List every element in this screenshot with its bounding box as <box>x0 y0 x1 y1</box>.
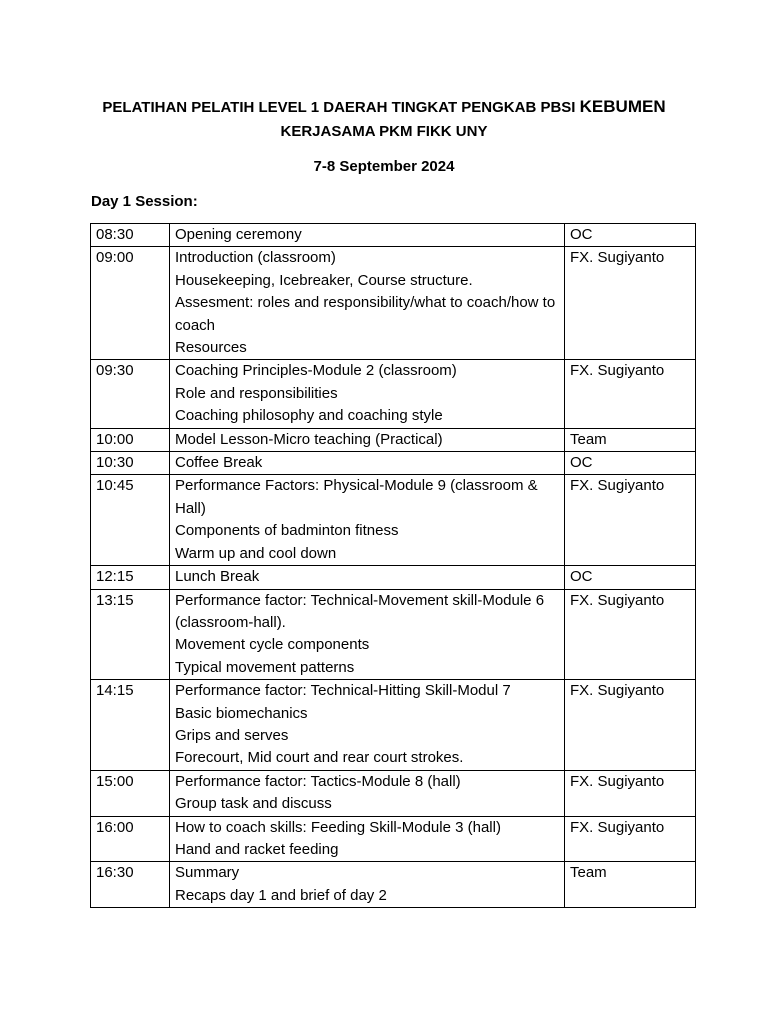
activity-line: Typical movement patterns <box>175 658 355 676</box>
activity-line: Resources <box>175 339 247 357</box>
session-presenter: FX. Sugiyanto <box>565 589 696 680</box>
activity-line: Hand and racket feeding <box>175 840 339 858</box>
document-title-line-1 <box>0 97 768 118</box>
schedule-table <box>90 223 696 908</box>
activity-line: Lunch Break <box>175 568 260 586</box>
activity-line: Movement cycle components <box>175 636 370 654</box>
session-presenter: Team <box>565 862 696 908</box>
session-time: 10:45 <box>91 475 170 566</box>
session-presenter: Team <box>565 428 696 451</box>
document-date: 7-8 September 2024 <box>313 158 455 175</box>
table-row <box>91 428 696 451</box>
table-row <box>91 680 696 771</box>
activity-line: Opening ceremony <box>175 226 302 243</box>
session-presenter: OC <box>565 452 696 475</box>
activity-line: Assesment: roles and responsibility/what to coach/how to coach <box>175 294 556 334</box>
session-activity <box>170 224 565 247</box>
activity-line: Coaching philosophy and coaching style <box>175 407 443 425</box>
activity-line: Warm up and cool down <box>175 544 337 562</box>
session-activity <box>170 680 565 771</box>
session-time: 09:00 <box>91 247 170 360</box>
session-activity <box>170 862 565 908</box>
session-activity <box>170 428 565 451</box>
session-time: 16:30 <box>91 862 170 908</box>
schedule-table-body <box>91 224 696 908</box>
table-row <box>91 566 696 589</box>
session-time: 15:00 <box>91 770 170 816</box>
table-row <box>91 816 696 862</box>
session-presenter: FX. Sugiyanto <box>565 680 696 771</box>
table-row <box>91 475 696 566</box>
activity-line: Recaps day 1 and brief of day 2 <box>175 886 387 904</box>
session-activity <box>170 589 565 680</box>
session-time: 12:15 <box>91 566 170 589</box>
session-presenter: FX. Sugiyanto <box>565 770 696 816</box>
table-row <box>91 247 696 360</box>
table-row <box>91 589 696 680</box>
table-row <box>91 770 696 816</box>
session-time: 14:15 <box>91 680 170 771</box>
activity-line: How to coach skills: Feeding Skill-Module 3 (hall) <box>175 818 501 836</box>
session-activity <box>170 770 565 816</box>
title-main: PELATIHAN PELATIH LEVEL 1 DAERAH TINGKAT PENGKAB PBSI <box>102 99 576 116</box>
session-activity <box>170 360 565 428</box>
activity-line: Grips and serves <box>175 726 289 744</box>
table-row <box>91 224 696 247</box>
session-time: 13:15 <box>91 589 170 680</box>
activity-line: Components of badminton fitness <box>175 522 399 540</box>
activity-line: Performance Factors: Physical-Module 9 (classroom & Hall) <box>175 477 538 517</box>
session-activity <box>170 475 565 566</box>
session-activity <box>170 247 565 360</box>
activity-line: Basic biomechanics <box>175 704 308 722</box>
activity-line: Coffee Break <box>175 454 263 472</box>
table-row <box>91 452 696 475</box>
document-title-line-2: KERJASAMA PKM FIKK UNY <box>280 123 488 140</box>
activity-line: Performance factor: Technical-Movement skill-Module 6 (classroom-hall). <box>175 591 545 631</box>
activity-line: Coaching Principles-Module 2 (classroom) <box>175 362 457 380</box>
session-presenter: FX. Sugiyanto <box>565 475 696 566</box>
session-presenter: FX. Sugiyanto <box>565 360 696 428</box>
activity-line: Role and responsibilities <box>175 384 338 402</box>
session-time: 16:00 <box>91 816 170 862</box>
table-row <box>91 360 696 428</box>
session-presenter: FX. Sugiyanto <box>565 816 696 862</box>
activity-line: Summary <box>175 864 240 882</box>
activity-line: Performance factor: Technical-Hitting Skill-Modul 7 <box>175 682 511 700</box>
session-time: 10:30 <box>91 452 170 475</box>
activity-line: Forecourt, Mid court and rear court strokes. <box>175 749 464 767</box>
activity-line: Housekeeping, Icebreaker, Course structure. <box>175 271 473 289</box>
session-activity <box>170 566 565 589</box>
session-presenter: OC <box>565 224 696 247</box>
session-time: 10:00 <box>91 428 170 451</box>
activity-line: Group task and discuss <box>175 795 332 813</box>
session-activity <box>170 452 565 475</box>
activity-line: Model Lesson-Micro teaching (Practical) <box>175 430 443 448</box>
activity-line: Introduction (classroom) <box>175 249 336 267</box>
day-heading: Day 1 Session: <box>91 193 198 210</box>
table-row <box>91 862 696 908</box>
activity-line: Performance factor: Tactics-Module 8 (hall) <box>175 772 461 790</box>
session-time: 09:30 <box>91 360 170 428</box>
session-activity <box>170 816 565 862</box>
session-presenter: OC <box>565 566 696 589</box>
session-time: 08:30 <box>91 224 170 247</box>
title-location: KEBUMEN <box>579 97 666 116</box>
session-presenter: FX. Sugiyanto <box>565 247 696 360</box>
